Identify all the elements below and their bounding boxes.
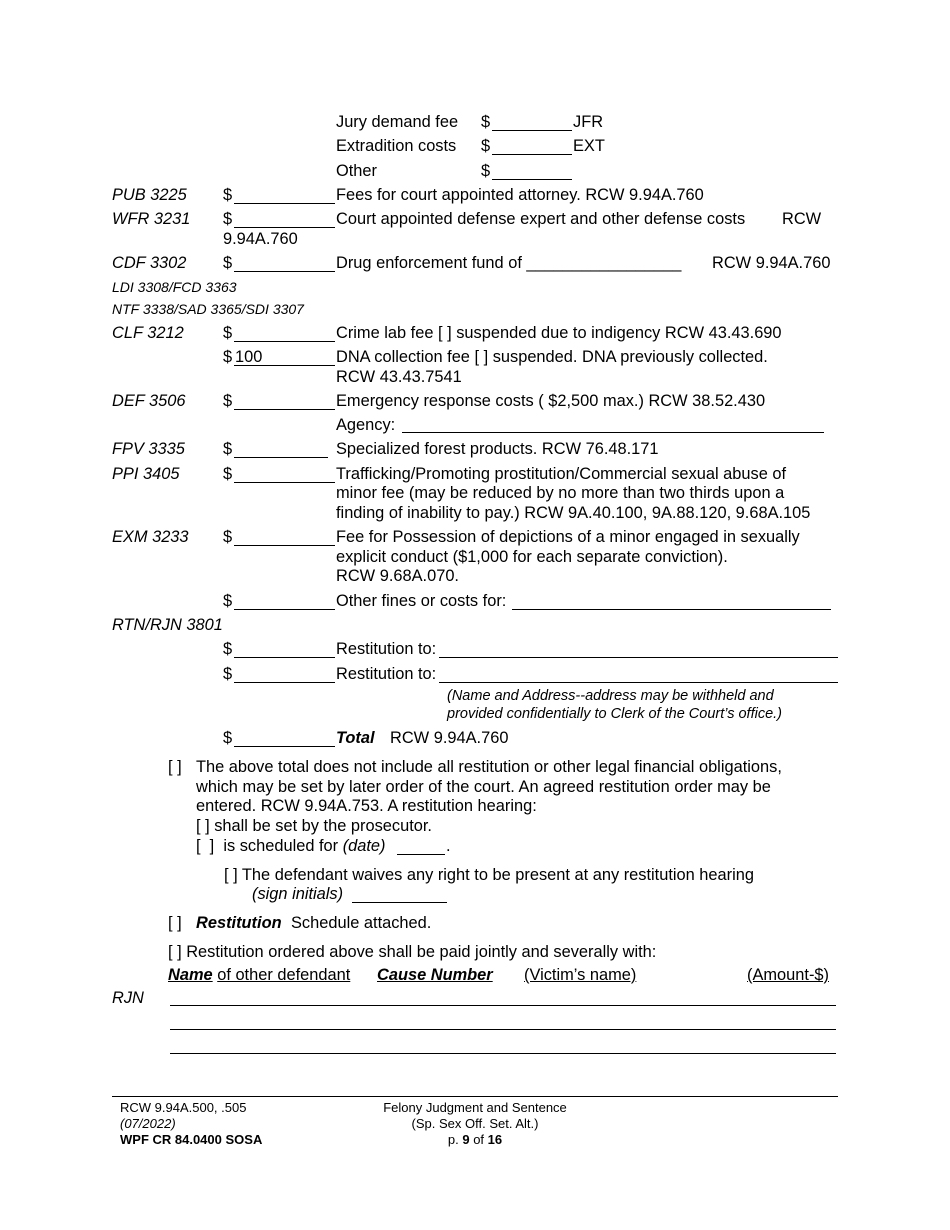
other-fines-dollar: $ (223, 592, 233, 610)
exm-line1: Fee for Possession of depictions of a minor engaged in sexually (336, 528, 800, 546)
def-blank[interactable] (234, 409, 335, 410)
pub-blank[interactable] (234, 203, 335, 204)
dna-cont: RCW 43.43.7541 (336, 368, 462, 386)
wfr-cont: 9.94A.760 (223, 230, 298, 248)
clf-code: CLF 3212 (112, 324, 184, 342)
other-fines-blank[interactable] (234, 609, 335, 610)
ppi-dollar: $ (223, 465, 233, 483)
total-rcw: RCW 9.94A.760 (390, 729, 509, 747)
fpv-text: Specialized forest products. RCW 76.48.171 (336, 440, 659, 458)
total-label: Total (336, 729, 375, 747)
notice-line1: The above total does not include all restitution or other legal financial obligations, (196, 758, 782, 776)
fpv-dollar: $ (223, 440, 233, 458)
footer-title-1: Felony Judgment and Sentence (383, 1100, 567, 1115)
restitution2-dollar: $ (223, 665, 233, 683)
extradition-label: Extradition costs (336, 137, 457, 155)
restitution-note-2: provided confidentially to Clerk of the Court’s office.) (447, 706, 783, 722)
header-victim: (Victim’s name) (524, 966, 637, 984)
restitution2-text: Restitution to: (336, 665, 437, 683)
def-code: DEF 3506 (112, 392, 186, 410)
cdf-rcw: RCW 9.94A.760 (712, 254, 831, 272)
footer-date: (07/2022) (120, 1116, 176, 1131)
hearing-scheduled-option[interactable] (196, 836, 386, 856)
footer-rule (112, 1096, 838, 1097)
extradition-dollar: $ (481, 137, 491, 155)
wfr-blank[interactable] (234, 227, 335, 228)
other-fee-label: Other (336, 162, 377, 180)
waive-option[interactable]: [ ] The defendant waives any right to be present at any restitution hearing (224, 866, 754, 884)
restitution-note-1: (Name and Address--address may be withheld and (447, 688, 774, 704)
restitution2-to-blank[interactable] (439, 682, 838, 683)
clf-blank[interactable] (234, 341, 335, 342)
exm-line2: explicit conduct ($1,000 for each separate conviction). (336, 548, 728, 566)
def-dollar: $ (223, 392, 233, 410)
rtn-code: RTN/RJN 3801 (112, 616, 223, 634)
notice-checkbox[interactable]: [ ] (168, 758, 182, 776)
extradition-code: EXT (573, 137, 605, 155)
jury-fee-dollar: $ (481, 113, 491, 131)
hearing-scheduled-text: [ ] is scheduled for (196, 837, 343, 855)
ppi-blank[interactable] (234, 482, 335, 483)
joint-option[interactable]: [ ] Restitution ordered above shall be paid jointly and severally with: (168, 943, 657, 961)
schedule-rest: Schedule attached. (291, 914, 432, 932)
restitution2-blank[interactable] (234, 682, 335, 683)
wfr-rcw: RCW (782, 210, 822, 228)
extradition-blank[interactable] (492, 154, 572, 155)
other-fines-text: Other fines or costs for: (336, 592, 507, 610)
ppi-code: PPI 3405 (112, 465, 180, 483)
cdf-dollar: $ (223, 254, 233, 272)
header-amount: (Amount-$) (747, 966, 829, 984)
sign-initials-blank[interactable] (352, 902, 447, 903)
wfr-code: WFR 3231 (112, 210, 191, 228)
exm-line3: RCW 9.68A.070. (336, 567, 459, 585)
exm-blank[interactable] (234, 545, 335, 546)
footer-title-2: (Sp. Sex Off. Set. Alt.) (411, 1116, 539, 1131)
footer-rcw: RCW 9.94A.500, .505 (120, 1100, 247, 1115)
footer-page: p. 9 of 16 (447, 1132, 503, 1147)
rjn-line-2[interactable] (170, 1029, 836, 1030)
exm-code: EXM 3233 (112, 528, 189, 546)
rjn-line-3[interactable] (170, 1053, 836, 1054)
notice-line2: which may be set by later order of the court. An agreed restitution order may be (196, 778, 771, 796)
schedule-checkbox[interactable]: [ ] (168, 914, 182, 932)
clf-dollar: $ (223, 324, 233, 342)
schedule-bold: Restitution (196, 914, 282, 932)
dna-amount: 100 (235, 348, 263, 366)
ppi-line2: minor fee (may be reduced by no more than two thirds upon a (336, 484, 785, 502)
footer-form: WPF CR 84.0400 SOSA (120, 1132, 263, 1147)
hearing-prosecutor-option[interactable]: [ ] shall be set by the prosecutor. (196, 817, 432, 835)
cdf-code: CDF 3302 (112, 254, 187, 272)
agency-blank[interactable] (402, 432, 824, 433)
restitution1-blank[interactable] (234, 657, 335, 658)
agency-label: Agency: (336, 416, 396, 434)
restitution1-to-blank[interactable] (439, 657, 838, 658)
jury-fee-label: Jury demand fee (336, 113, 459, 131)
restitution1-text: Restitution to: (336, 640, 437, 658)
other-fee-dollar: $ (481, 162, 491, 180)
hearing-date-blank[interactable] (397, 854, 445, 855)
ntf-code: NTF 3338/SAD 3365/SDI 3307 (112, 301, 304, 317)
wfr-text: Court appointed defense expert and other defense costs (336, 210, 746, 228)
ppi-line3: finding of inability to pay.) RCW 9A.40.100, 9A.88.120, 9.68A.105 (336, 504, 811, 522)
sign-initials-label: (sign initials) (252, 885, 344, 903)
pub-code: PUB 3225 (112, 186, 187, 204)
ldi-code: LDI 3308/FCD 3363 (112, 279, 237, 295)
total-dollar: $ (223, 729, 233, 747)
pub-dollar: $ (223, 186, 233, 204)
other-fee-blank[interactable] (492, 179, 572, 180)
def-text: Emergency response costs ( $2,500 max.) RCW 38.52.430 (336, 392, 766, 410)
header-name: Name of other defendant (168, 966, 351, 984)
total-blank[interactable] (234, 746, 335, 747)
restitution1-dollar: $ (223, 640, 233, 658)
exm-dollar: $ (223, 528, 233, 546)
fpv-code: FPV 3335 (112, 440, 185, 458)
rjn-label: RJN (112, 989, 144, 1007)
jury-fee-blank[interactable] (492, 130, 572, 131)
hearing-date-label: (date) (342, 837, 386, 855)
jury-fee-code: JFR (573, 113, 604, 131)
header-cause: Cause Number (377, 966, 493, 984)
dna-dollar: $ (223, 348, 233, 366)
dna-text: DNA collection fee [ ] suspended. DNA previously collected. (336, 348, 768, 366)
cdf-blank[interactable] (234, 271, 335, 272)
rjn-line-1[interactable] (170, 1005, 836, 1006)
other-fines-desc-blank[interactable] (512, 609, 831, 610)
ppi-line1: Trafficking/Promoting prostitution/Commercial sexual abuse of (336, 465, 787, 483)
wfr-dollar: $ (223, 210, 233, 228)
cdf-text: Drug enforcement fund of _________________ (336, 254, 682, 272)
fpv-blank[interactable] (234, 457, 328, 458)
pub-text: Fees for court appointed attorney. RCW 9.94A.760 (336, 186, 704, 204)
clf-text: Crime lab fee [ ] suspended due to indigency RCW 43.43.690 (336, 324, 782, 342)
notice-line3: entered. RCW 9.94A.753. A restitution hearing: (196, 797, 537, 815)
